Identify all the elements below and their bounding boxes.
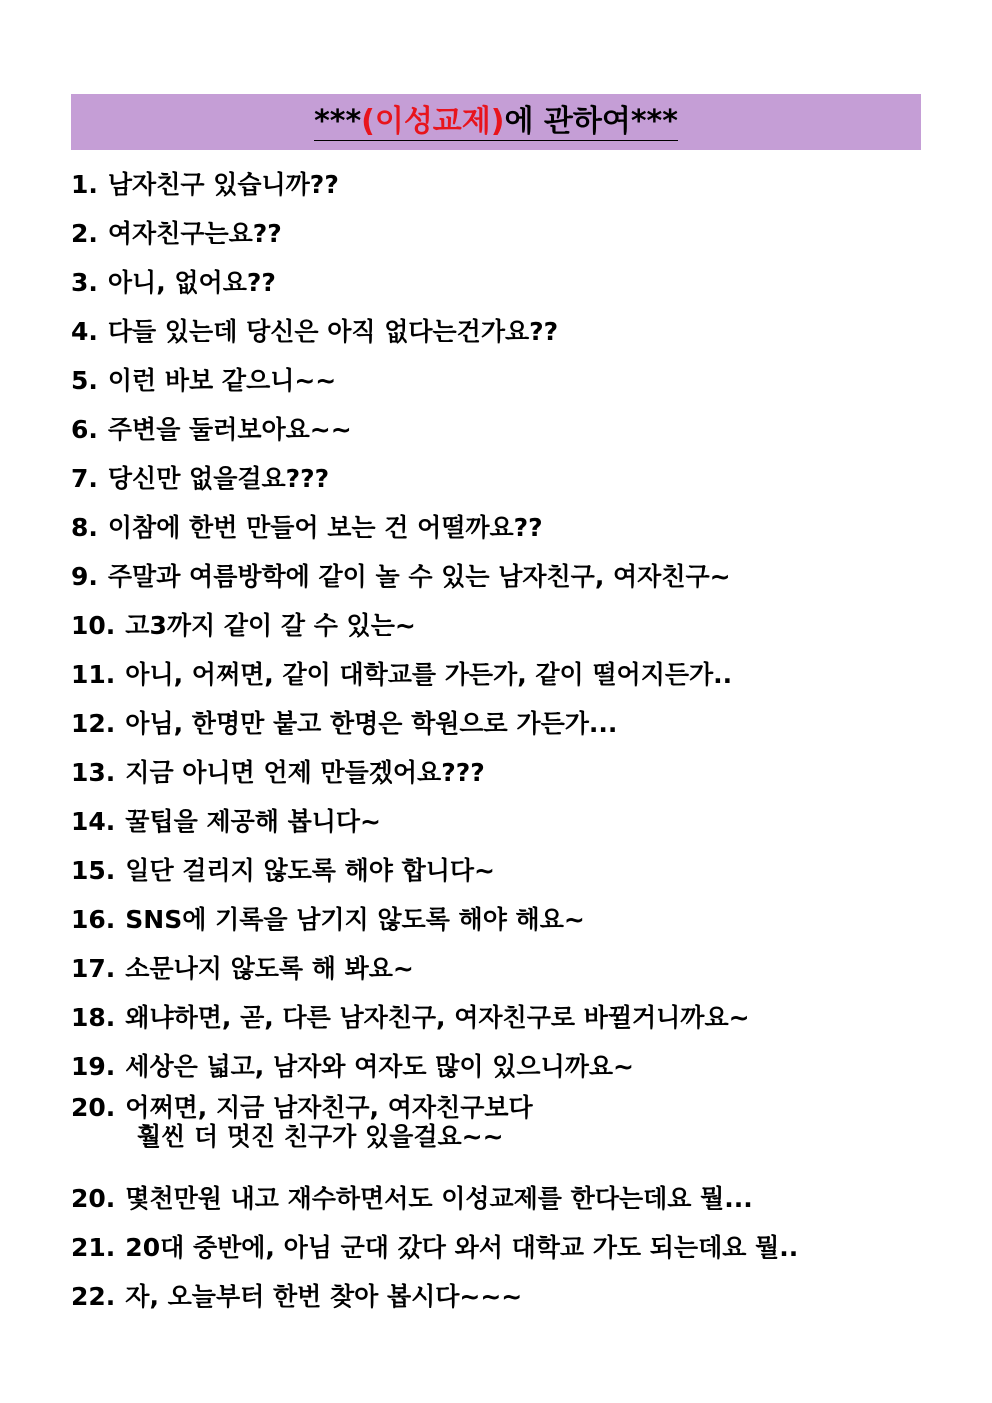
list-item (71, 1223, 931, 1272)
item-text: 이참에 한번 만들어 보는 건 어떨까요?? (107, 513, 543, 542)
question-list (71, 160, 931, 1321)
list-item (71, 1174, 931, 1223)
item-text: 당신만 없을걸요??? (107, 464, 330, 493)
list-item (71, 699, 931, 748)
item-number: 20. (71, 1184, 116, 1213)
title-highlight: (이성교제) (361, 103, 505, 139)
item-text: 주변을 둘러보아요~~ (107, 415, 352, 444)
list-item (71, 160, 931, 209)
item-number: 16. (71, 905, 116, 934)
item-number: 7. (71, 464, 98, 493)
list-item (71, 552, 931, 601)
item-number: 9. (71, 562, 98, 591)
item-number: 22. (71, 1282, 116, 1311)
item-text: 이런 바보 같으니~~ (107, 366, 337, 395)
item-text: 지금 아니면 언제 만들겠어요??? (125, 758, 485, 787)
item-number: 5. (71, 366, 98, 395)
item-text: 어쩌면, 지금 남자친구, 여자친구보다 (125, 1093, 533, 1122)
item-text-continued: 훨씬 더 멋진 친구가 있을걸요~~ (137, 1122, 504, 1151)
item-text: 꿀팁을 제공해 봅니다~ (125, 807, 382, 836)
item-number: 3. (71, 268, 98, 297)
title-bar (71, 94, 921, 150)
item-text: 세상은 넓고, 남자와 여자도 많이 있으니까요~ (125, 1052, 634, 1081)
list-item (71, 1042, 931, 1091)
item-number: 19. (71, 1052, 116, 1081)
item-number: 21. (71, 1233, 116, 1262)
item-number: 2. (71, 219, 98, 248)
title-suffix: 에 관하여*** (504, 103, 678, 139)
item-number: 12. (71, 709, 116, 738)
list-item (71, 356, 931, 405)
list-item (71, 797, 931, 846)
item-number: 8. (71, 513, 98, 542)
item-number: 15. (71, 856, 116, 885)
list-item (71, 209, 931, 258)
item-text: 남자친구 있습니까?? (107, 170, 339, 199)
item-text: 고3까지 같이 갈 수 있는~ (125, 611, 416, 640)
list-item (71, 454, 931, 503)
item-text: 몇천만원 내고 재수하면서도 이성교제를 한다는데요 뭘... (125, 1184, 753, 1213)
list-item (71, 1272, 931, 1321)
item-text: 자, 오늘부터 한번 찾아 봅시다~~~ (125, 1282, 523, 1311)
item-text: 20대 중반에, 아님 군대 갔다 와서 대학교 가도 되는데요 뭘.. (125, 1233, 799, 1262)
item-text: SNS에 기록을 남기지 않도록 해야 해요~ (125, 905, 585, 934)
item-text: 주말과 여름방학에 같이 놀 수 있는 남자친구, 여자친구~ (107, 562, 731, 591)
item-number: 17. (71, 954, 116, 983)
list-item (71, 944, 931, 993)
list-item (71, 405, 931, 454)
item-number: 14. (71, 807, 116, 836)
list-item (71, 650, 931, 699)
list-item (71, 1091, 931, 1174)
item-line-1 (71, 1093, 931, 1122)
item-number: 18. (71, 1003, 116, 1032)
document-title (314, 104, 678, 141)
list-item (71, 601, 931, 650)
item-number: 10. (71, 611, 116, 640)
list-item (71, 846, 931, 895)
item-number: 11. (71, 660, 116, 689)
list-item (71, 748, 931, 797)
item-number: 13. (71, 758, 116, 787)
item-text: 아니, 어쩌면, 같이 대학교를 가든가, 같이 떨어지든가.. (125, 660, 733, 689)
list-item (71, 258, 931, 307)
item-number: 1. (71, 170, 98, 199)
list-item (71, 307, 931, 356)
item-number: 6. (71, 415, 98, 444)
item-text: 아님, 한명만 붙고 한명은 학원으로 가든가... (125, 709, 618, 738)
item-text: 아니, 없어요?? (107, 268, 276, 297)
item-text: 여자친구는요?? (107, 219, 282, 248)
item-text: 소문나지 않도록 해 봐요~ (125, 954, 414, 983)
title-prefix: *** (314, 103, 362, 139)
item-text: 다들 있는데 당신은 아직 없다는건가요?? (107, 317, 559, 346)
item-text: 일단 걸리지 않도록 해야 합니다~ (125, 856, 496, 885)
item-number: 4. (71, 317, 98, 346)
item-number: 20. (71, 1093, 116, 1122)
item-text: 왜냐하면, 곧, 다른 남자친구, 여자친구로 바뀔거니까요~ (125, 1003, 750, 1032)
list-item (71, 895, 931, 944)
list-item (71, 503, 931, 552)
list-item (71, 993, 931, 1042)
